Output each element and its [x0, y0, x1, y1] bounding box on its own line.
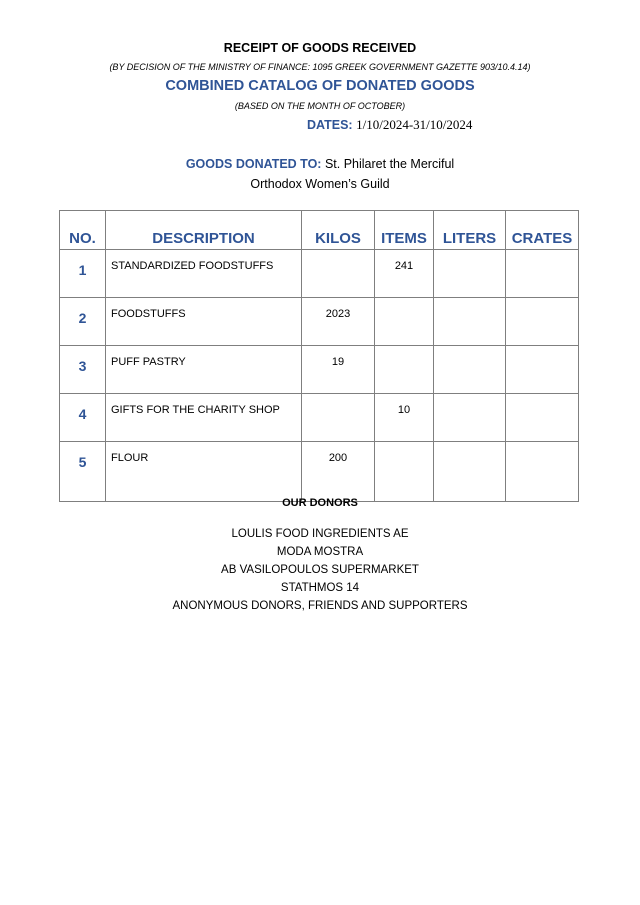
donor-item: STATHMOS 14: [280, 582, 360, 594]
row-number: 2: [60, 298, 106, 346]
row-number: 5: [60, 442, 106, 502]
row-crates: [506, 394, 579, 442]
row-liters: [434, 298, 506, 346]
row-items: [375, 298, 434, 346]
row-liters: [434, 394, 506, 442]
column-header-no: NO.: [60, 211, 106, 250]
dates-label: DATES:: [307, 118, 353, 132]
row-number: 1: [60, 250, 106, 298]
row-kilos: [302, 394, 375, 442]
row-liters: [434, 442, 506, 502]
row-crates: [506, 298, 579, 346]
donor-item: LOULIS FOOD INGREDIENTS AE: [231, 528, 409, 540]
row-items: [375, 346, 434, 394]
row-number: 4: [60, 394, 106, 442]
donor-item: MODA MOSTRA: [276, 546, 364, 558]
row-kilos: 19: [302, 346, 375, 394]
row-crates: [506, 442, 579, 502]
donor-item: AB VASILOPOULOS SUPERMARKET: [221, 564, 419, 576]
column-header-kilos: KILOS: [302, 211, 375, 250]
row-liters: [434, 346, 506, 394]
donated-to-recipient: St. Philaret the Merciful: [324, 157, 455, 171]
column-header-description: DESCRIPTION: [106, 211, 302, 250]
row-crates: [506, 346, 579, 394]
column-header-crates: CRATES: [506, 211, 579, 250]
dates-value: 1/10/2024-31/10/2024: [356, 117, 473, 132]
row-description: PUFF PASTRY: [106, 346, 302, 394]
row-kilos: 2023: [302, 298, 375, 346]
row-items: [375, 442, 434, 502]
row-description: GIFTS FOR THE CHARITY SHOP: [106, 394, 302, 442]
goods-table: [59, 210, 579, 502]
row-kilos: 200: [302, 442, 375, 502]
dates-line: [307, 117, 472, 133]
donors-list: [0, 525, 640, 615]
donated-to-recipient-line2: Orthodox Women’s Guild: [250, 177, 390, 191]
row-description: STANDARDIZED FOODSTUFFS: [106, 250, 302, 298]
row-kilos: [302, 250, 375, 298]
decision-note: (BY DECISION OF THE MINISTRY OF FINANCE: 1095 GREEK GOVERNMENT GAZETTE 903/10.4.14): [109, 62, 531, 72]
table-row: [60, 250, 579, 298]
row-liters: [434, 250, 506, 298]
donated-to-label: GOODS DONATED TO:: [185, 157, 322, 171]
table-row: [60, 346, 579, 394]
table-row: [60, 394, 579, 442]
table-header-row: [60, 211, 579, 250]
donors-heading: OUR DONORS: [282, 497, 358, 509]
row-description: FLOUR: [106, 442, 302, 502]
row-number: 3: [60, 346, 106, 394]
donor-item: ANONYMOUS DONORS, FRIENDS AND SUPPORTERS: [172, 600, 468, 612]
table-row: [60, 298, 579, 346]
row-items: 241: [375, 250, 434, 298]
based-on-note: (BASED ON THE MONTH OF OCTOBER): [234, 101, 406, 111]
column-header-items: ITEMS: [375, 211, 434, 250]
column-header-liters: LITERS: [434, 211, 506, 250]
donated-to-line: [0, 157, 640, 171]
row-crates: [506, 250, 579, 298]
row-items: 10: [375, 394, 434, 442]
catalog-title: COMBINED CATALOG OF DONATED GOODS: [165, 78, 475, 94]
table-row: [60, 442, 579, 502]
row-description: FOODSTUFFS: [106, 298, 302, 346]
receipt-title: RECEIPT OF GOODS RECEIVED: [223, 41, 417, 55]
